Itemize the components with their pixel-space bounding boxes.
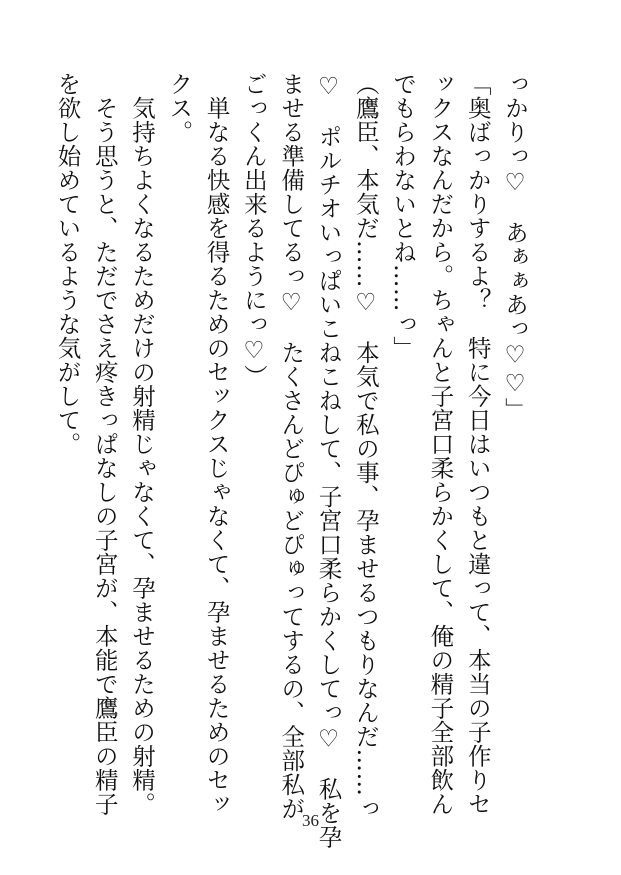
text-line: っかりっ♡ あぁぁあっ♡♡」 — [501, 72, 529, 422]
text-line: 気持ちよくなるためだけの射精じゃなくて、孕ませるための射精。 — [128, 72, 157, 816]
page-number: 36 — [302, 811, 319, 830]
text-line: 単なる快感を得るためのセックスじゃなくて、孕ませるためのセッ — [202, 72, 231, 816]
text-line: ♡ ポルチオいっぱいこねこねして、子宮口柔らかくしてっ♡ 私を孕 — [314, 72, 343, 849]
text-line: そう思うと、ただでさえ疼きっぱなしの子宮が、本能で鷹臣の精子 — [90, 72, 119, 816]
text-line: ませる準備してるっ♡ たくさんどぴゅどぴゅってするの、全部私が — [277, 72, 306, 821]
text-line: （鷹臣、本気だ……♡ 本気で私の事、孕ませるつもりなんだ……っ — [351, 72, 380, 821]
text-line: クス。 — [165, 72, 194, 144]
text-line: を欲し始めているような気がして。 — [53, 72, 82, 456]
text-line: ごっくん出来るようにっ♡） — [239, 72, 268, 389]
text-line: 「奥ばっかりするよ？ 特に今日はいつもと違って、本当の子作りセ — [463, 72, 492, 816]
text-line: でもらわないとね……っ」 — [389, 72, 418, 360]
text-line: ックスなんだから。ちゃんと子宮口柔らかくして、俺の精子全部飲ん — [426, 72, 455, 816]
